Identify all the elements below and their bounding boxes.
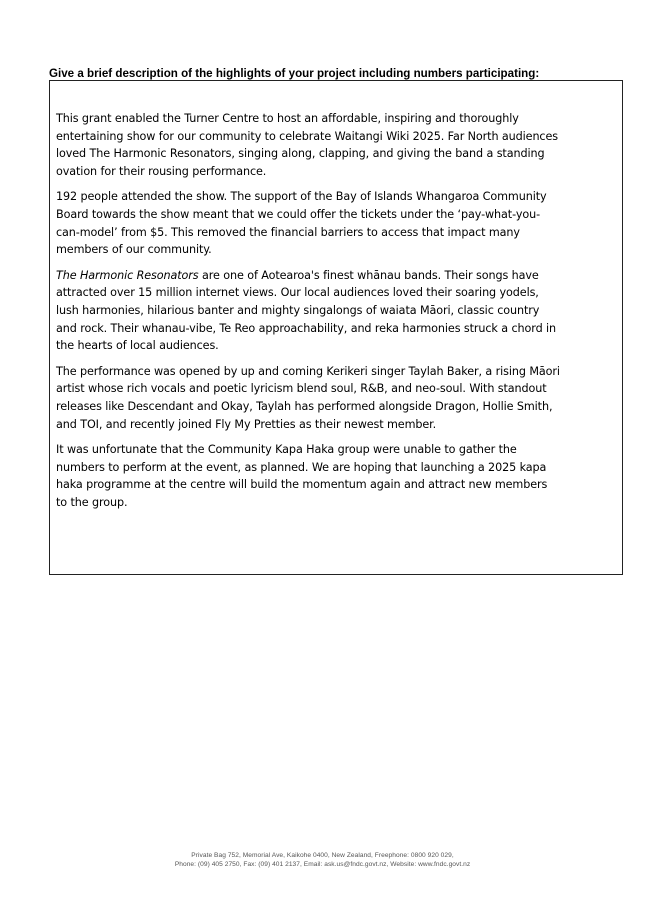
answer-paragraph-5: It was unfortunate that the Community Kapa Haka group were unable to gather the numbers to perform at the event, as planned. We are hoping that launching a 2025 kapa haka programme at the centre will build the momentum again and attract new members to the group.: [56, 443, 548, 509]
answer-paragraph-1: This grant enabled the Turner Centre to host an affordable, inspiring and thoroughly entertaining show for our community to celebrate Waitangi Wiki 2025. Far North audiences loved The Harmonic Resonators, singing along, clapping, and giving the band a standing ovation for their rousing performance.: [56, 112, 558, 178]
answer-box: [49, 80, 623, 575]
band-name: The Harmonic Resonators: [56, 268, 199, 282]
question-label: Give a brief description of the highlights of your project including numbers participating:: [49, 67, 540, 80]
footer-address: Private Bag 752, Memorial Ave, Kaikohe 0400, New Zealand, Freephone: 0800 920 029,: [191, 852, 454, 859]
answer-paragraph-3: [56, 267, 561, 355]
answer-paragraph-3-text: are one of Aotearoa's finest whānau bands. Their songs have attracted over 15 million internet views. Our local audiences loved their soaring yodels, lush harmonies, hilarious banter and mighty singalongs of waiata Māori, classic country and rock. Their whanau-vibe, Te Reo approachability, and reka harmonies struck a chord in the hearts of local audiences.: [56, 268, 557, 353]
answer-paragraph-2: 192 people attended the show. The support of the Bay of Islands Whangaroa Community Board towards the show meant that we could offer the tickets under the ‘pay-what-you-can-model’ from $5. This removed the financial barriers to access that impact many members of our community.: [56, 190, 547, 257]
answer-text: [56, 110, 561, 519]
page-footer: [0, 851, 645, 869]
footer-contact: Phone: (09) 405 2750, Fax: (09) 401 2137, Email: ask.us@fndc.govt.nz, Website: www.fndc.govt.nz: [174, 861, 471, 868]
answer-paragraph-4: The performance was opened by up and coming Kerikeri singer Taylah Baker, a rising Māori artist whose rich vocals and poetic lyricism blend soul, R&B, and neo-soul. With standout releases like Descendant and Okay, Taylah has performed alongside Dragon, Hollie Smith, and TOI, and recently joined Fly My Pretties as their newest member.: [56, 364, 560, 431]
